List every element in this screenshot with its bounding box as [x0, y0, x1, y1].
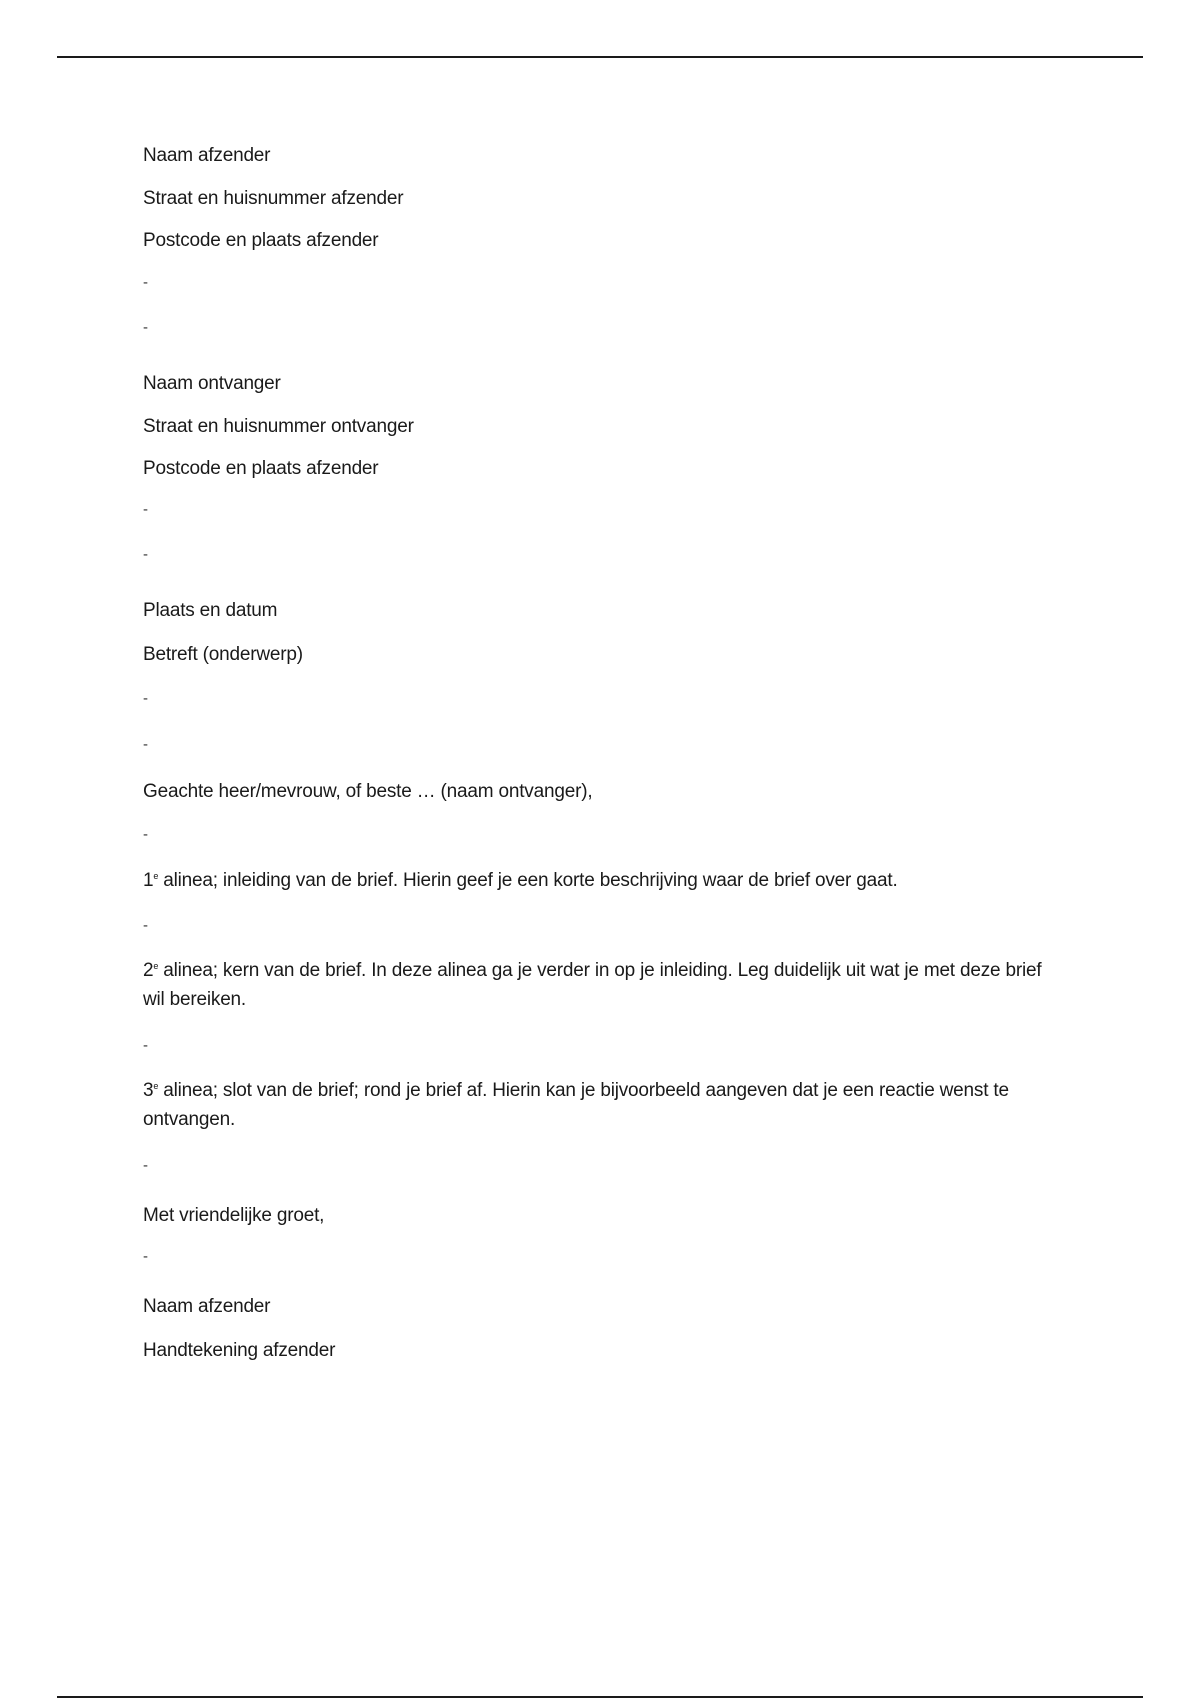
- paragraph-number: 3e: [143, 1080, 159, 1101]
- recipient-name: Naam ontvanger: [143, 373, 281, 394]
- paragraph-number: 2e: [143, 960, 159, 981]
- paragraph-text: alinea; kern van de brief. In deze alinea ga je verder in op je inleiding. Leg duidelijk uit wat je met deze brief wil bereiken.: [143, 960, 1042, 1010]
- paragraph-text: alinea; inleiding van de brief. Hierin geef je een korte beschrijving waar de brief over gaat.: [158, 870, 898, 891]
- spacer-dash: -: [143, 736, 148, 753]
- paragraph-number: 1e: [143, 870, 159, 891]
- spacer-dash: -: [143, 826, 148, 843]
- sender-postcode-city: Postcode en plaats afzender: [143, 230, 379, 251]
- spacer-dash: -: [143, 274, 148, 291]
- spacer-dash: -: [143, 319, 148, 336]
- spacer-dash: -: [143, 917, 148, 934]
- spacer-dash: -: [143, 501, 148, 518]
- sender-name: Naam afzender: [143, 145, 271, 166]
- header-rule: [57, 56, 1143, 58]
- subject-line: Betreft (onderwerp): [143, 644, 303, 665]
- paragraph-3: [143, 1076, 1043, 1134]
- footer-rule: [57, 1696, 1143, 1698]
- spacer-dash: -: [143, 1037, 148, 1054]
- spacer-dash: -: [143, 1248, 148, 1265]
- salutation: Geachte heer/mevrouw, of beste … (naam ontvanger),: [143, 781, 593, 802]
- spacer-dash: -: [143, 1157, 148, 1174]
- signature-line: Handtekening afzender: [143, 1340, 336, 1361]
- sender-street: Straat en huisnummer afzender: [143, 188, 404, 209]
- closing: Met vriendelijke groet,: [143, 1205, 325, 1226]
- paragraph-2: [143, 956, 1043, 1014]
- recipient-street: Straat en huisnummer ontvanger: [143, 416, 414, 437]
- paragraph-text: alinea; slot van de brief; rond je brief af. Hierin kan je bijvoorbeeld aangeven dat je een reactie wenst te ontvangen.: [143, 1080, 1009, 1130]
- paragraph-1: [143, 866, 1043, 895]
- spacer-dash: -: [143, 546, 148, 563]
- spacer-dash: -: [143, 690, 148, 707]
- recipient-postcode-city: Postcode en plaats afzender: [143, 458, 379, 479]
- signature-name: Naam afzender: [143, 1296, 271, 1317]
- place-date: Plaats en datum: [143, 600, 278, 621]
